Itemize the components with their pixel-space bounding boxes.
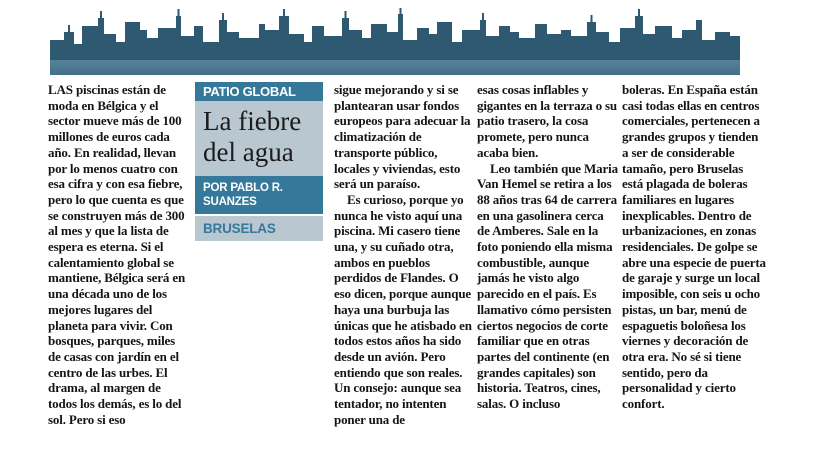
article-column-1 xyxy=(48,82,190,427)
article-paragraph: sigue mejorando y si se plantearan usar fondos europeos para adecuar la climatización de transporte público, locales y viviendas, esto será un paraíso. xyxy=(334,82,471,192)
skyline-reflection-band xyxy=(50,60,740,75)
city-skyline-icon xyxy=(50,8,740,60)
article-headline: La fiebre del agua xyxy=(195,101,323,176)
article-paragraph: esas cosas inflables y gigantes en la terraza o su patio trasero, la cosa promete, pero nunca acaba bien. xyxy=(477,82,618,160)
article-paragraph: Leo también que Maria Van Hemel se retira a los 88 años tras 64 de carrera en una gasolinera cerca de Amberes. Sale en la foto poniendo ella misma combustible, aunque jamás he visto algo parecido en el país. Es llamativo cómo persisten ciertos negocios de corte familiar que en otras partes del continente (en grandes capitales) son historia. Teatros, cines, salas. O incluso xyxy=(477,160,618,412)
section-kicker: PATIO GLOBAL xyxy=(195,82,323,101)
article-header-block xyxy=(195,82,323,241)
article-paragraph: boleras. En España están casi todas ellas en centros comerciales, pertenecen a grandes grupos y tienden a ser de considerable tamaño, pero Bruselas está plagada de boleras familiares en lugares inexplicables. Dentro de urbanizaciones, en zonas residenciales. De golpe se abre una especie de puerta de garaje y surge un local imposible, con seis u ocho pistas, un bar, menú de espaguetis boloñesa los viernes y decoración de otra era. No sé si tiene sentido, pero da personalidad y cierto confort. xyxy=(622,82,766,412)
article-paragraph: Es curioso, porque yo nunca he visto aquí una piscina. Mi casero tiene una, y su cuñado otra, ambos en pueblos perdidos de Flandes. O eso dicen, porque aunque haya una burbuja las únicas que he atisbado en todos estos años ha sido desde un avión. Pero entiendo que son reales. Un consejo: aunque sea tentador, no intenten poner una de xyxy=(334,191,472,427)
article-column-3 xyxy=(334,82,473,427)
article-byline: POR PABLO R. SUANZES xyxy=(195,176,323,214)
article-paragraph: LAS piscinas están de moda en Bélgica y el sector mueve más de 100 millones de euros cada año. En realidad, llevan por lo menos cuatro con esa cifra y con esa fiebre, pero lo que cuenta es que se construyen más de 300 al mes y que la lista de espera es eterna. Si el calentamiento global se mantiene, Bélgica será en una década uno de los mejores lugares del planeta para vivir. Con bosques, parques, miles de casas con jardín en el centro de las urbes. El drama, al margen de todos los demás, es lo del sol. Pero si eso xyxy=(48,82,186,427)
city-skyline-banner xyxy=(50,8,740,75)
article-dateline: BRUSELAS xyxy=(195,216,323,241)
article-column-5 xyxy=(622,82,766,412)
article-column-4 xyxy=(477,82,618,412)
